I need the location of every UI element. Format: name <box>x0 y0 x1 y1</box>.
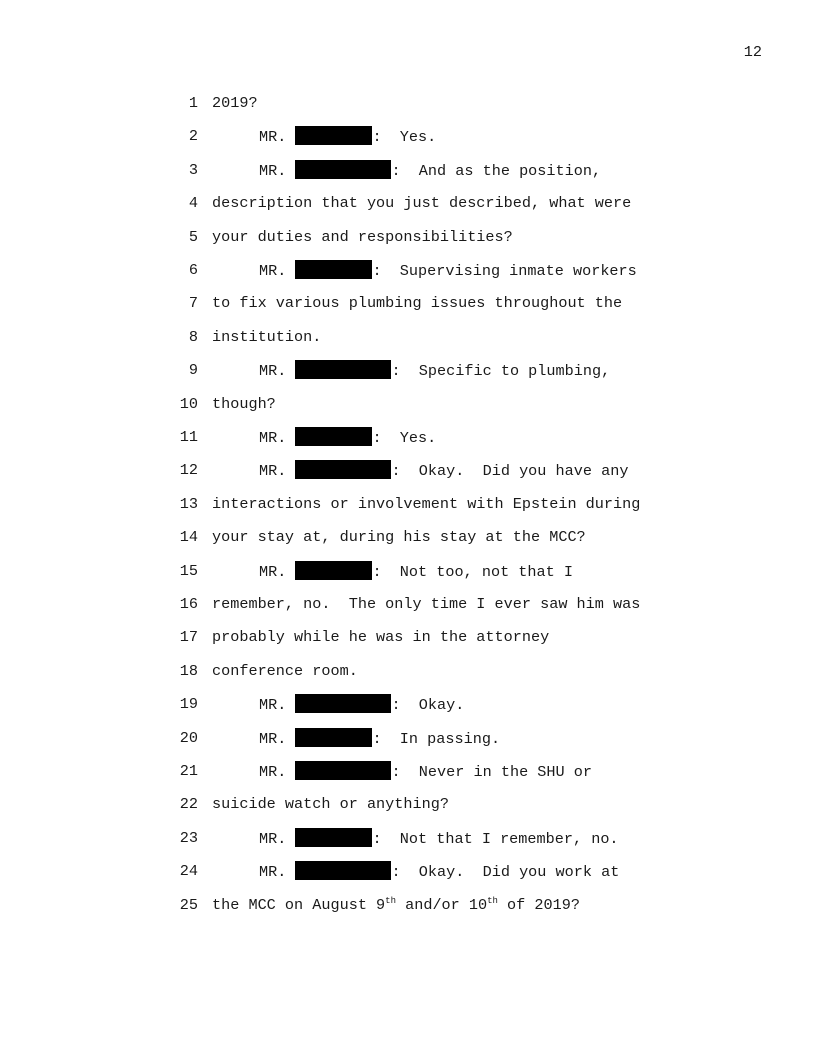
redaction-block <box>295 260 372 279</box>
speech-text: : Okay. <box>391 696 465 715</box>
line-text: your stay at, during his stay at the MCC? <box>212 528 586 547</box>
transcript-line <box>0 661 816 681</box>
redaction-block <box>295 561 372 580</box>
line-number: 7 <box>188 294 198 313</box>
transcript-line <box>0 193 816 213</box>
line-text <box>259 160 601 181</box>
speech-text: : Okay. Did you work at <box>391 863 620 882</box>
transcript-line <box>0 460 816 480</box>
line-number: 21 <box>179 762 198 780</box>
line-number: 17 <box>179 628 198 647</box>
speaker-label: MR. <box>259 128 287 147</box>
line-text <box>259 260 637 281</box>
line-text: conference room. <box>212 661 358 680</box>
line-text: 2019? <box>212 94 258 112</box>
transcript-line <box>0 293 816 313</box>
line-text: to fix various plumbing issues throughout the <box>212 294 623 313</box>
line-number: 1 <box>188 94 198 112</box>
line-text <box>259 460 628 481</box>
transcript-line <box>0 394 816 414</box>
transcript-line <box>0 828 816 848</box>
line-text <box>212 895 580 915</box>
redaction-block <box>295 761 391 780</box>
line-text <box>259 126 436 147</box>
speaker-label: MR. <box>259 829 287 848</box>
line-text <box>259 761 592 782</box>
speech-text: : Yes. <box>372 429 437 447</box>
line-text <box>259 694 464 715</box>
redaction-block <box>295 160 391 179</box>
speaker-label: MR. <box>259 462 287 481</box>
speech-text: : And as the position, <box>391 161 602 180</box>
line-number: 8 <box>188 327 198 346</box>
transcript-line <box>0 160 816 180</box>
speaker-label: MR. <box>259 429 287 447</box>
transcript-line <box>0 494 816 514</box>
line-text: your duties and responsibilities? <box>212 227 513 246</box>
redaction-block <box>295 861 391 880</box>
line-text <box>259 427 436 448</box>
line-number: 24 <box>179 862 198 881</box>
line-number: 23 <box>179 828 198 847</box>
redaction-block <box>295 828 372 847</box>
line-text: institution. <box>212 327 322 346</box>
transcript-line <box>0 627 816 647</box>
speaker-label: MR. <box>259 161 287 180</box>
transcript-line <box>0 895 816 915</box>
text-fragment: of 2019? <box>497 895 580 914</box>
transcript-line <box>0 761 816 781</box>
line-number: 10 <box>179 394 198 413</box>
redaction-block <box>295 126 372 145</box>
line-number: 5 <box>188 227 198 246</box>
line-number: 20 <box>179 728 198 747</box>
line-number: 3 <box>188 160 198 179</box>
speech-text: : Okay. Did you have any <box>391 462 629 481</box>
transcript-line <box>0 126 816 146</box>
speech-text: : In passing. <box>372 729 501 748</box>
speech-text: : Not too, not that I <box>372 562 573 581</box>
speaker-label: MR. <box>259 696 287 715</box>
line-text <box>259 728 500 749</box>
line-number: 22 <box>179 795 198 814</box>
redaction-block <box>295 728 372 747</box>
ordinal-suffix: th <box>385 895 396 906</box>
transcript-line <box>0 227 816 247</box>
speech-text: : Supervising inmate workers <box>372 262 637 280</box>
ordinal-suffix: th <box>487 895 498 906</box>
line-number: 6 <box>188 261 198 279</box>
line-number: 2 <box>188 127 198 146</box>
speech-text: : Specific to plumbing, <box>391 362 611 381</box>
line-text <box>259 561 573 582</box>
line-number: 16 <box>179 595 198 613</box>
line-text <box>259 828 619 849</box>
transcript-line <box>0 728 816 748</box>
line-number: 14 <box>179 528 198 547</box>
line-text: probably while he was in the attorney <box>212 628 550 647</box>
redaction-block <box>295 427 372 446</box>
page-number: 12 <box>743 43 762 61</box>
line-number: 25 <box>179 895 198 914</box>
line-number: 9 <box>188 361 198 380</box>
speaker-label: MR. <box>259 262 287 280</box>
line-number: 18 <box>179 661 198 680</box>
line-text <box>259 861 619 882</box>
speaker-label: MR. <box>259 362 287 381</box>
speaker-label: MR. <box>259 562 287 581</box>
text-fragment: and/or 10 <box>395 895 488 914</box>
speaker-label: MR. <box>259 763 287 781</box>
speech-text: : Not that I remember, no. <box>372 829 619 848</box>
line-number: 4 <box>188 194 198 213</box>
redaction-block <box>295 460 391 479</box>
line-text: interactions or involvement with Epstein during <box>212 494 641 513</box>
line-number: 11 <box>179 428 198 446</box>
line-number: 13 <box>179 494 198 513</box>
text-fragment: the MCC on August 9 <box>212 895 386 914</box>
transcript-line <box>0 861 816 881</box>
transcript-line <box>0 794 816 814</box>
redaction-block <box>295 694 391 713</box>
line-text: though? <box>212 394 276 413</box>
transcript-line <box>0 561 816 581</box>
transcript-line <box>0 427 816 447</box>
transcript-line <box>0 327 816 347</box>
line-text: description that you just described, what were <box>212 194 632 213</box>
line-number: 19 <box>179 695 198 714</box>
transcript-line <box>0 594 816 614</box>
transcript-line <box>0 360 816 380</box>
transcript-line <box>0 260 816 280</box>
speech-text: : Never in the SHU or <box>391 763 592 781</box>
transcript-line <box>0 694 816 714</box>
redaction-block <box>295 360 391 379</box>
line-text: remember, no. The only time I ever saw him was <box>212 595 641 613</box>
line-text <box>259 360 610 381</box>
speaker-label: MR. <box>259 863 287 882</box>
line-text: suicide watch or anything? <box>212 795 449 814</box>
transcript-line <box>0 527 816 547</box>
speaker-label: MR. <box>259 729 287 748</box>
line-number: 15 <box>179 561 198 580</box>
line-number: 12 <box>179 461 198 480</box>
transcript-line <box>0 93 816 113</box>
speech-text: : Yes. <box>372 128 437 147</box>
